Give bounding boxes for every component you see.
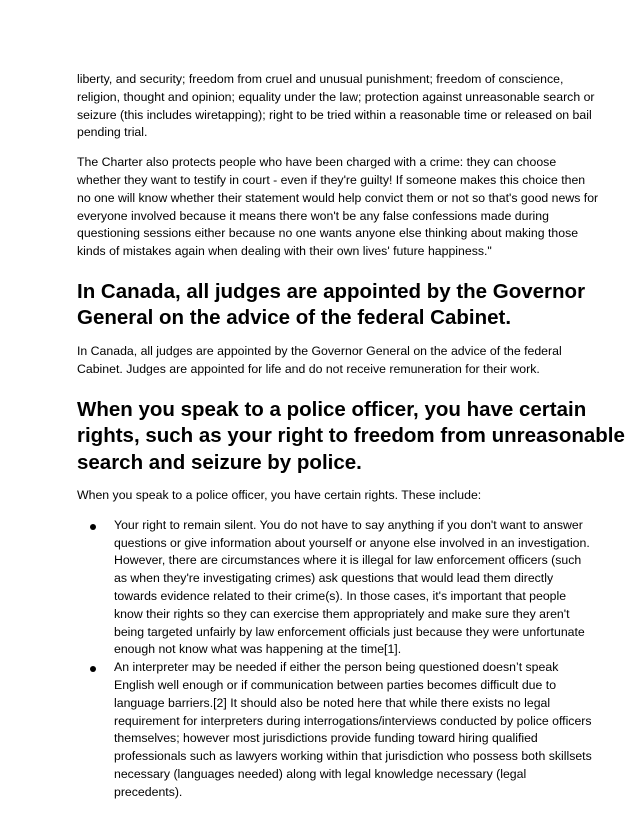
heading-line: search and seizure by police. <box>77 450 362 474</box>
text-line: being targeted unfairly by law enforcement officials just because they were unfortunate <box>114 624 585 639</box>
text-line: know their rights so they can exercise them appropriately and make sure they aren't <box>114 606 570 621</box>
text-line: Your right to remain silent. You do not have to say anything if you don't want to answer <box>114 517 583 532</box>
paragraph-police-intro <box>77 487 567 505</box>
text-line: Cabinet. Judges are appointed for life and do not receive remuneration for their work. <box>77 361 540 376</box>
text-line: questions or give information about yourself or anyone else involved in an investigation. <box>114 535 590 550</box>
list-item <box>77 659 592 801</box>
heading-line: rights, such as your right to freedom from unreasonable <box>77 424 625 448</box>
text-line: no one will know whether their statement would help convict them or not so that's good news for <box>77 190 599 205</box>
bullet-icon <box>90 524 96 530</box>
text-line: professionals such as lawyers working within that jurisdiction who possess both skillsets <box>114 749 592 764</box>
text-line: religion, thought and opinion; equality under the law; protection against unreasonable search or <box>77 89 595 104</box>
heading-line: When you speak to a police officer, you have certain <box>77 397 587 421</box>
text-line: liberty, and security; freedom from cruel and unusual punishment; freedom of conscience, <box>77 72 564 86</box>
text-line: themselves; however most jurisdictions provide funding toward hiring qualified <box>114 731 538 746</box>
heading-police-rights <box>77 397 625 477</box>
text-line: requirement for interpreters during interrogations/interviews conducted by police officers <box>114 713 592 728</box>
text-line: language barriers.[2] It should also be noted here that while there exists no legal <box>114 695 551 710</box>
document-page <box>77 71 625 802</box>
text-line: English well enough or if communication between parties becomes difficult due to <box>114 678 557 693</box>
bullet-icon <box>90 666 96 672</box>
text-line: necessary (languages needed) along with legal knowledge necessary (legal <box>114 767 527 782</box>
text-line: pending trial. <box>77 125 148 140</box>
text-line: However, there are circumstances where it is illegal for law enforcement officers (such <box>114 553 582 568</box>
text-line: An interpreter may be needed if either the person being questioned doesn’t speak <box>114 660 559 675</box>
text-line: whether they want to testify in court - even if they're guilty! If someone makes this choice then <box>77 172 586 187</box>
text-line: questioning sessions either because no one wants anyone else thinking about making those <box>77 226 579 241</box>
text-line: kinds of mistakes again when dealing with their own lives' future happiness." <box>77 244 492 259</box>
text-line: In Canada, all judges are appointed by the Governor General on the advice of the federal <box>77 343 562 358</box>
text-line: When you speak to a police officer, you have certain rights. These include: <box>77 488 482 503</box>
list-item <box>77 517 590 659</box>
rights-bullet-list <box>77 517 592 802</box>
heading-line: In Canada, all judges are appointed by the Governor <box>77 279 586 303</box>
heading-line: General on the advice of the federal Cabinet. <box>77 306 512 330</box>
text-line: everyone involved because it means there won't be any false confessions made during <box>77 208 549 223</box>
text-line: as when they're investigating crimes) ask questions that would lead them directly <box>114 571 554 586</box>
text-line: The Charter also protects people who have been charged with a crime: they can choose <box>77 155 557 170</box>
text-line: precedents). <box>114 784 183 799</box>
text-line: towards evidence related to their crime(s). In those cases, it's important that people <box>114 589 567 604</box>
paragraph-rights-list <box>77 71 595 142</box>
text-line: enough not know what was happening at the time[1]. <box>114 642 402 657</box>
text-line: seizure (this includes wiretapping); right to be tried within a reasonable time or released on bail <box>77 107 592 122</box>
paragraph-judges <box>77 343 567 379</box>
heading-judges-appointed <box>77 279 586 332</box>
paragraph-charter-protections <box>77 154 599 261</box>
